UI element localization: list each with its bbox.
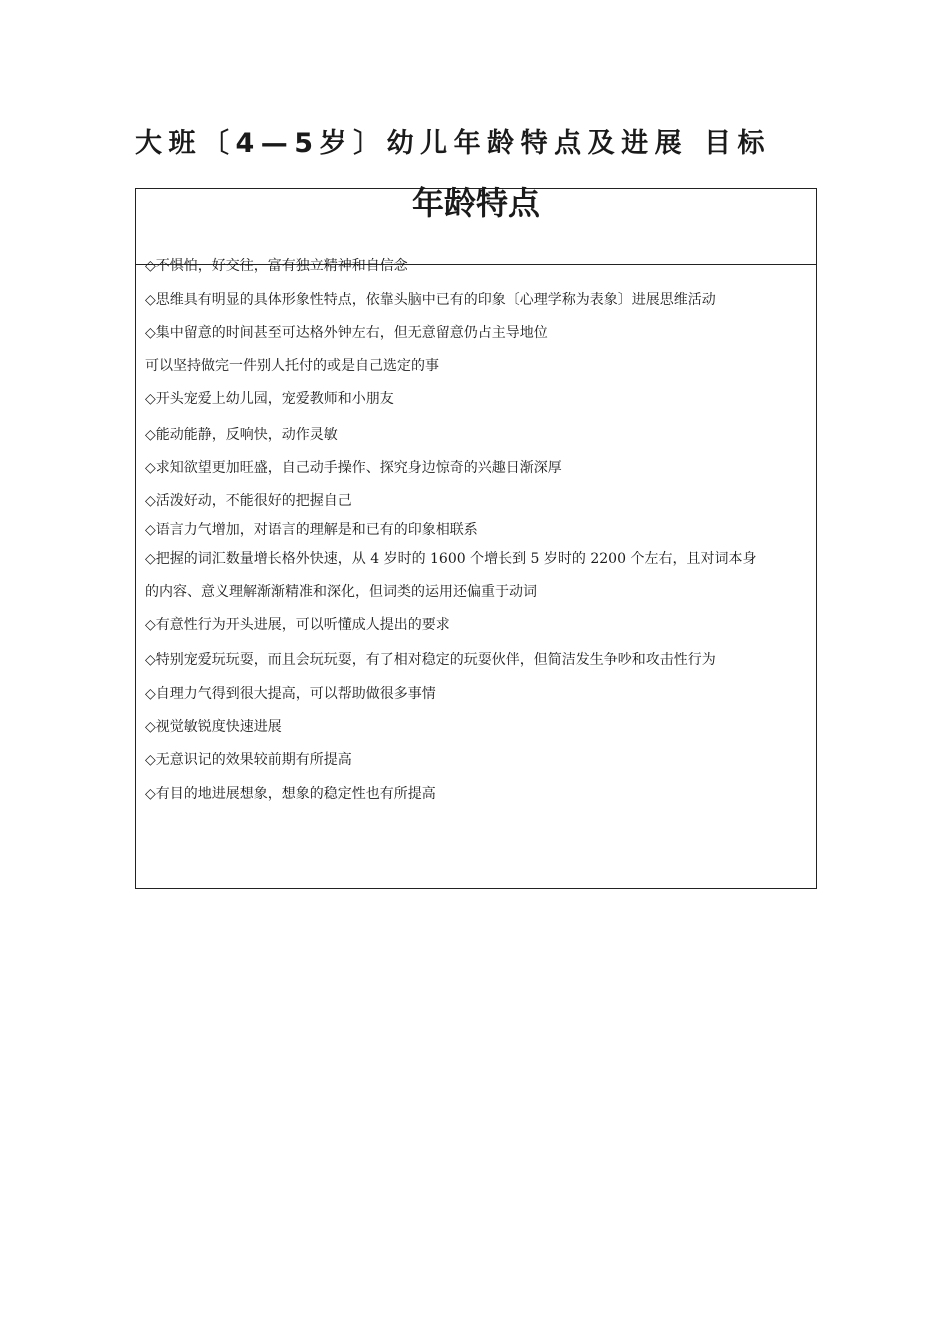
list-item: ◇视觉敏锐度快速进展 <box>145 719 282 735</box>
list-item: ◇把握的词汇数量增长格外快速，从 4 岁时的 1600 个增长到 5 岁时的 2200 个左右，且对词本身 <box>145 551 757 567</box>
list-item: ◇思维具有明显的具体形象性特点，依靠头脑中已有的印象〔心理学称为表象〕进展思维活动 <box>145 292 716 308</box>
list-item: ◇自理力气得到很大提高，可以帮助做很多事情 <box>145 686 436 702</box>
list-item: ◇特别宠爱玩玩耍，而且会玩玩耍，有了相对稳定的玩耍伙伴，但简洁发生争吵和攻击性行为 <box>145 652 716 668</box>
list-item: ◇求知欲望更加旺盛，自己动手操作、探究身边惊奇的兴趣日渐深厚 <box>145 460 562 476</box>
list-item: ◇集中留意的时间甚至可达格外钟左右，但无意留意仍占主导地位 <box>145 325 548 341</box>
table-header-title: 年龄特点 <box>411 184 540 222</box>
age-characteristics-table <box>135 184 817 889</box>
list-item: 可以坚持做完一件别人托付的或是自己选定的事 <box>145 358 439 374</box>
list-item: ◇不惧怕，好交往，富有独立精神和自信念 <box>145 258 408 274</box>
list-item: ◇开头宠爱上幼儿园，宠爱教师和小朋友 <box>145 391 394 407</box>
list-item: ◇无意识记的效果较前期有所提高 <box>145 752 352 768</box>
list-item: ◇能动能静，反响快，动作灵敏 <box>145 427 338 443</box>
list-item: ◇有目的地进展想象，想象的稳定性也有所提高 <box>145 786 436 802</box>
list-item: ◇有意性行为开头进展，可以听懂成人提出的要求 <box>145 617 450 633</box>
list-item: 的内容、意义理解渐渐精准和深化，但词类的运用还偏重于动词 <box>145 584 537 600</box>
list-item: ◇语言力气增加，对语言的理解是和已有的印象相联系 <box>145 522 478 538</box>
table-header-cell <box>136 184 816 265</box>
document-title: 大班〔4—5岁〕幼儿年龄特点及进展 目标 <box>135 128 771 159</box>
list-item: ◇活泼好动，不能很好的把握自己 <box>145 493 352 509</box>
